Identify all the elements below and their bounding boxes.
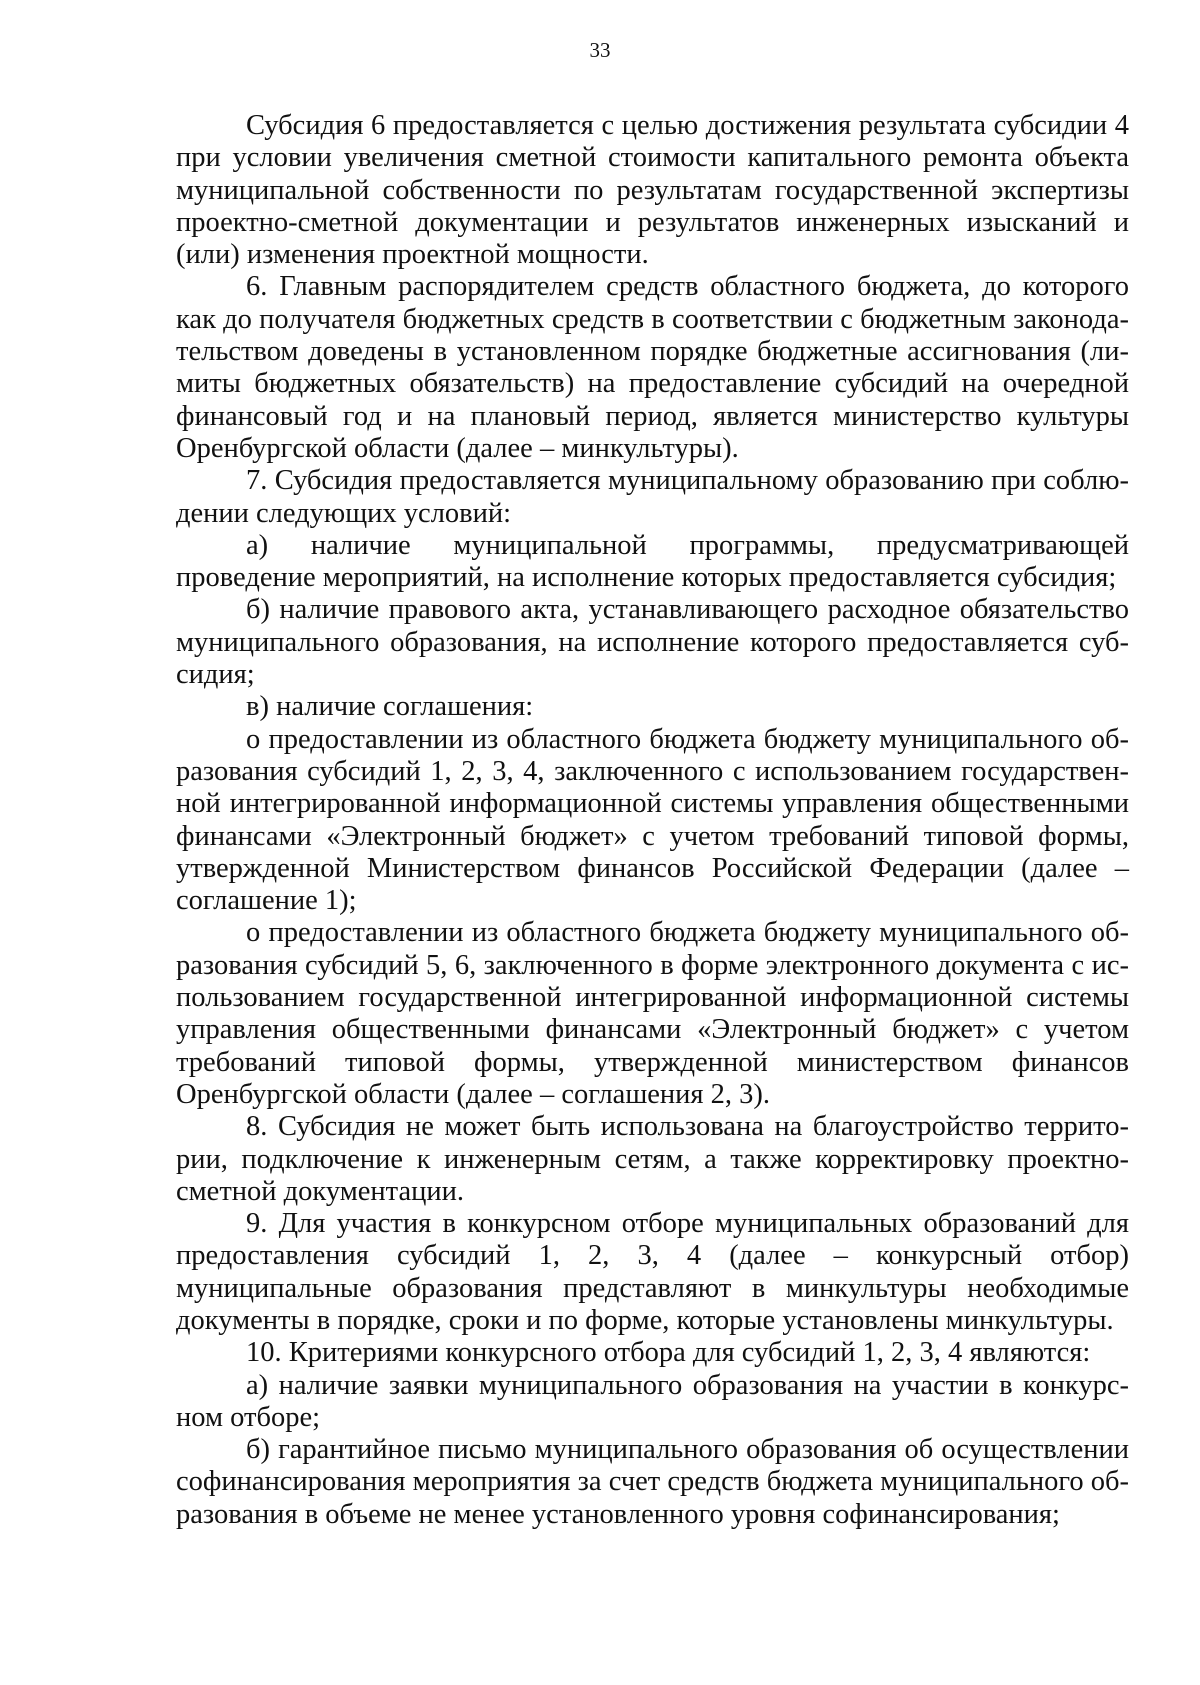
condition-a-municipal-program: а) наличие муниципальной программы, предусматривающей проведение мероприятий, на исполнение которых предоставляется субсидия; [176, 529, 1129, 594]
criterion-a-application: а) наличие заявки муниципального образования на участии в конкурсном отборе; [176, 1369, 1129, 1433]
paragraph-subsidy-6: Субсидия 6 предоставляется с целью достижения результата субсидии 4 при условии увеличения сметной стоимости капитального ремонта объекта муниципальной собственности по результатам государственной экспертизы проектно-сметной документации и результатов инженерных изысканий и (или) изменения проектной мощности. [176, 110, 1129, 271]
paragraph-6-chief-administrator: 6. Главным распорядителем средств областного бюджета, до которого как до получателя бюджетных средств в соответствии с бюджетным законодательством доведены в установленном порядке бюджетные ассигнования (лимиты бюджетных обязательств) на предоставление субсидий на очередной финансовый год и на плановый период, является министерство культуры Оренбургской области (далее – минкультуры). [176, 271, 1129, 464]
agreement-1-subsidies-1-4: о предоставлении из областного бюджета бюджету муниципального образования субсидий 1, 2, 3, 4, заключенного с использованием государственной интегрированной информационной системы управления общественными финансами «Электронный бюджет» с учетом требований типовой формы, утвержденной Министерством финансов Российской Федерации (далее – соглашение 1); [176, 723, 1129, 917]
condition-b-legal-act: б) наличие правового акта, устанавливающего расходное обязательство муниципального образования, на исполнение которого предоставляется субсидия; [176, 594, 1129, 691]
page-number: 33 [589, 38, 611, 62]
agreement-2-3-subsidies-5-6: о предоставлении из областного бюджета бюджету муниципального образования субсидий 5, 6, заключенного в форме электронного документа с использованием государственной интегрированной информационной системы управления общественными финансами «Электронный бюджет» с учетом требований типовой формы, утвержденной министерством финансов Оренбургской области (далее – соглашения 2, 3). [176, 917, 1129, 1110]
document-body [176, 110, 1129, 1531]
paragraph-9-competitive-selection: 9. Для участия в конкурсном отборе муниципальных образований для предоставления субсидий 1, 2, 3, 4 (далее – конкурсный отбор) муниципальные образования представляют в минкультуры необходимые документы в порядке, сроки и по форме, которые установлены минкультуры. [176, 1208, 1129, 1336]
criterion-b-guarantee-letter: б) гарантийное письмо муниципального образования об осуществлении софинансирования мероприятия за счет средств бюджета муниципального образования в объеме не менее установленного уровня софинансирования; [176, 1434, 1129, 1530]
paragraph-8-restrictions: 8. Субсидия не может быть использована на благоустройство территории, подключение к инженерным сетям, а также корректировку проектно-сметной документации. [176, 1111, 1129, 1207]
condition-v-agreement: в) наличие соглашения: [246, 691, 534, 723]
paragraph-10-criteria: 10. Критериями конкурсного отбора для субсидий 1, 2, 3, 4 являются: [246, 1337, 1091, 1369]
paragraph-7-conditions: 7. Субсидия предоставляется муниципальному образованию при соблюдении следующих условий: [176, 465, 1129, 529]
